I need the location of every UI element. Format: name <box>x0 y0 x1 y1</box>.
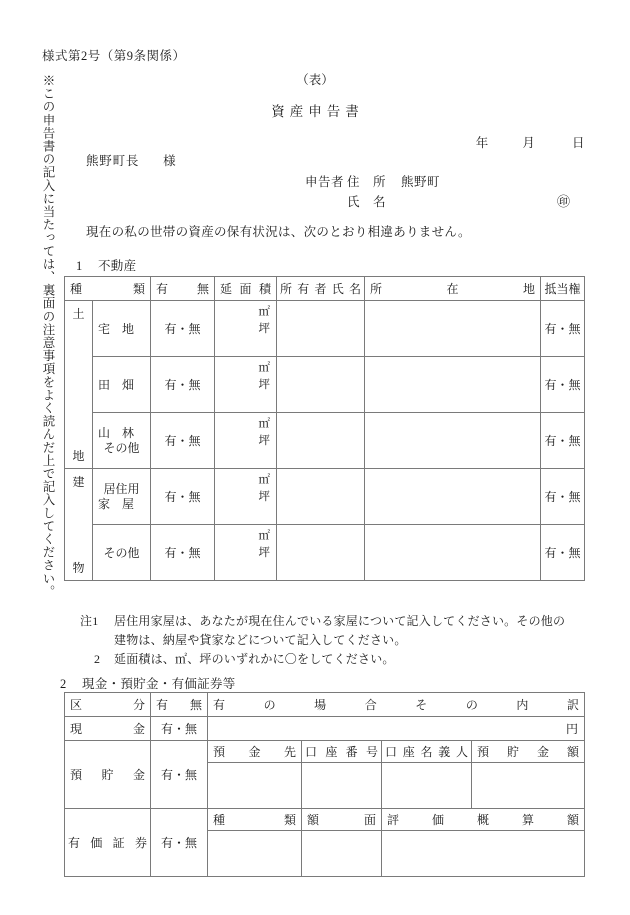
addressee <box>86 151 176 169</box>
mortgage-cell[interactable]: 有・無 <box>541 301 585 357</box>
group-label-building: 建 物 <box>65 469 93 581</box>
owner-cell[interactable] <box>277 525 365 581</box>
kind-cell: 居住用 家 屋 <box>93 469 151 525</box>
subcol-securities-facevalue: 額 面 <box>302 809 382 831</box>
subcol-deposit-account-number: 口 座 番 号 <box>302 741 382 763</box>
table-row <box>65 525 585 581</box>
section2-title: 現金・預貯金・有価証券等 <box>82 677 236 691</box>
presence-cell[interactable]: 有・無 <box>151 525 215 581</box>
col-header-owner: 所 有 者 氏 名 <box>277 277 365 301</box>
col-header-area: 延 面 積 <box>215 277 277 301</box>
address-value: 熊野町 <box>401 175 441 189</box>
table-row <box>65 469 585 525</box>
presence-cell[interactable]: 有・無 <box>151 357 215 413</box>
area-cell[interactable]: ㎡ 坪 <box>215 525 277 581</box>
note-tag: 2 <box>94 652 101 666</box>
location-cell[interactable] <box>365 525 541 581</box>
location-cell[interactable] <box>365 301 541 357</box>
mortgage-cell[interactable]: 有・無 <box>541 525 585 581</box>
mortgage-cell[interactable]: 有・無 <box>541 469 585 525</box>
section2-number: 2 <box>60 677 67 691</box>
deposit-account-holder-value[interactable] <box>382 763 472 809</box>
securities-facevalue-value[interactable] <box>302 831 382 877</box>
subcol-securities-type: 種 類 <box>208 809 302 831</box>
addressee-honorific: 様 <box>163 154 177 168</box>
section1-number: 1 <box>76 259 83 273</box>
cash-amount-cell[interactable]: 円 <box>208 717 585 741</box>
owner-cell[interactable] <box>277 469 365 525</box>
presence-cell[interactable]: 有・無 <box>151 809 208 877</box>
group-label-land: 土 地 <box>65 301 93 469</box>
name-label: 氏 名 <box>347 195 387 209</box>
real-estate-table <box>64 276 585 581</box>
col-header-breakdown: 有 の 場 合 そ の 内 訳 <box>208 693 585 717</box>
address-label: 住 所 <box>347 175 387 189</box>
area-cell[interactable]: ㎡ 坪 <box>215 413 277 469</box>
table-row-cash <box>65 717 585 741</box>
row-label-securities: 有 価 証 券 <box>65 809 151 877</box>
declarant-name-row <box>305 192 440 212</box>
subcol-deposit-bank: 預 金 先 <box>208 741 302 763</box>
presence-cell[interactable]: 有・無 <box>151 717 208 741</box>
deposit-account-number-value[interactable] <box>302 763 382 809</box>
note-line <box>80 631 590 650</box>
mortgage-cell[interactable]: 有・無 <box>541 357 585 413</box>
assets-table <box>64 692 585 877</box>
deposit-subheader-row <box>65 741 585 763</box>
date-year-label: 年 <box>475 136 489 150</box>
declarant-block <box>305 172 571 212</box>
section2-label <box>60 674 236 692</box>
col-header-presence: 有 無 <box>151 277 215 301</box>
presence-cell[interactable]: 有・無 <box>151 413 215 469</box>
section1-notes <box>80 612 590 669</box>
kind-cell: その他 <box>93 525 151 581</box>
table-row <box>65 357 585 413</box>
table-row <box>65 301 585 357</box>
table-header-row <box>65 277 585 301</box>
location-cell[interactable] <box>365 469 541 525</box>
vertical-instruction-note: ※この申告書の記入に当たっては、裏面の注意事項をよく読んだ上で記入してください。 <box>41 74 55 598</box>
table-row <box>65 413 585 469</box>
area-cell[interactable]: ㎡ 坪 <box>215 357 277 413</box>
deposit-amount-value[interactable] <box>472 763 585 809</box>
note-line <box>80 612 590 631</box>
subcol-securities-estimate: 評 価 概 算 額 <box>382 809 585 831</box>
col-header-mortgage: 抵当権 <box>541 277 585 301</box>
presence-cell[interactable]: 有・無 <box>151 469 215 525</box>
owner-cell[interactable] <box>277 413 365 469</box>
note-tag <box>80 631 114 650</box>
addressee-name: 熊野町長 <box>86 154 140 168</box>
seal-icon: ㊞ <box>557 194 571 209</box>
owner-cell[interactable] <box>277 301 365 357</box>
table-header-row <box>65 693 585 717</box>
note-text: 建物は、納屋や貸家などについて記入してください。 <box>114 633 407 647</box>
presence-cell[interactable]: 有・無 <box>151 301 215 357</box>
col-header-kind: 種 類 <box>65 277 151 301</box>
note-tag: 注1 <box>80 614 99 628</box>
date-day-label: 日 <box>571 136 585 150</box>
mortgage-cell[interactable]: 有・無 <box>541 413 585 469</box>
owner-cell[interactable] <box>277 357 365 413</box>
securities-estimate-value[interactable] <box>382 831 585 877</box>
page-title: 資産申告書 <box>271 104 364 119</box>
note-text: 居住用家屋は、あなたが現在住んでいる家屋について記入してください。その他の <box>114 614 566 628</box>
location-cell[interactable] <box>365 357 541 413</box>
area-cell[interactable]: ㎡ 坪 <box>215 301 277 357</box>
presence-cell[interactable]: 有・無 <box>151 741 208 809</box>
declarant-label: 申告者 <box>305 175 345 189</box>
deposit-bank-value[interactable] <box>208 763 302 809</box>
note-line <box>80 650 590 669</box>
declaration-statement: 現在の私の世帯の資産の保有状況は、次のとおり相違ありません。 <box>86 225 471 239</box>
securities-type-value[interactable] <box>208 831 302 877</box>
kind-cell: 宅 地 <box>93 301 151 357</box>
declarant-address-row <box>305 172 440 192</box>
row-label-deposit: 預 貯 金 <box>65 741 151 809</box>
row-label-cash: 現 金 <box>65 717 151 741</box>
form-number: 様式第2号（第9条関係） <box>42 49 186 63</box>
date-month-label: 月 <box>522 136 536 150</box>
subcol-deposit-account-holder: 口 座 名 義 人 <box>382 741 472 763</box>
col-header-kubun: 区 分 <box>65 693 151 717</box>
section1-title: 不動産 <box>98 259 137 273</box>
location-cell[interactable] <box>365 413 541 469</box>
area-cell[interactable]: ㎡ 坪 <box>215 469 277 525</box>
date-line <box>476 133 585 151</box>
col-header-presence: 有 無 <box>151 693 208 717</box>
note-text: 延面積は、㎡、坪のいずれかに〇をしてください。 <box>114 652 395 666</box>
kind-cell: 山 林 その他 <box>93 413 151 469</box>
col-header-location: 所 在 地 <box>365 277 541 301</box>
kind-cell: 田 畑 <box>93 357 151 413</box>
securities-subheader-row <box>65 809 585 831</box>
section1-label <box>76 256 136 274</box>
side-marker: （表） <box>296 73 334 87</box>
subcol-deposit-amount: 預 貯 金 額 <box>472 741 585 763</box>
